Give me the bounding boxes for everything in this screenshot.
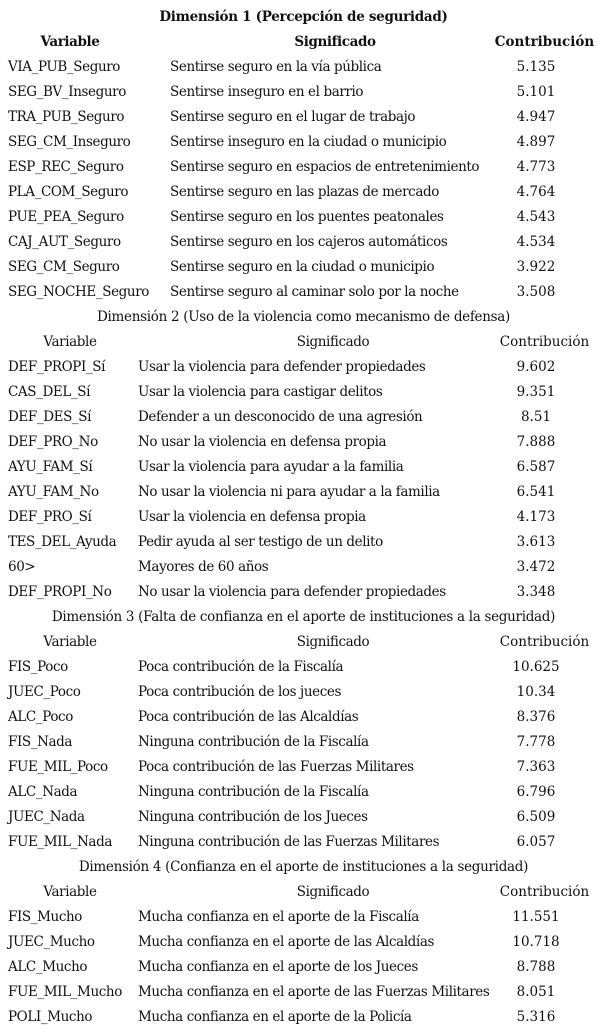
significado-cell: Sentirse seguro en el lugar de trabajo [170, 109, 416, 125]
significado-cell: Ninguna contribución de las Fuerzas Militares [138, 834, 440, 850]
variable-cell: VIA_PUB_Seguro [8, 59, 121, 75]
significado-cell: Mucha confianza en el aporte de las Alcaldías [138, 934, 434, 950]
table-row [0, 130, 607, 155]
table-row [0, 705, 607, 730]
variable-cell: SEG_CM_Seguro [8, 259, 120, 275]
table-row [0, 80, 607, 105]
table-row [0, 1005, 607, 1030]
table-row [0, 730, 607, 755]
significado-cell: Poca contribución de la Fiscalía [138, 659, 344, 675]
header-contribucion: Contribución [499, 884, 590, 900]
dimension-2-section [0, 305, 607, 605]
contribucion-cell: 3.348 [516, 584, 556, 600]
contribucion-cell: 5.316 [516, 1009, 556, 1025]
significado-cell: No usar la violencia ni para ayudar a la familia [138, 484, 440, 500]
contribucion-cell: 4.947 [516, 109, 556, 125]
table-row [0, 980, 607, 1005]
table-row [0, 955, 607, 980]
header-contribucion: Contribución [499, 634, 590, 650]
table-row [0, 555, 607, 580]
contribucion-cell: 4.897 [516, 134, 556, 150]
variable-cell: TES_DEL_Ayuda [8, 534, 117, 550]
header-contribucion: Contribución [499, 334, 590, 350]
contribucion-cell: 3.472 [516, 559, 556, 575]
significado-cell: Sentirse inseguro en la ciudad o municipio [170, 134, 447, 150]
variable-cell: FUE_MIL_Poco [8, 759, 108, 775]
variable-cell: FIS_Nada [8, 734, 73, 750]
variable-cell: PUE_PEA_Seguro [8, 209, 124, 225]
header-variable: Variable [43, 884, 97, 900]
contribucion-cell: 6.541 [516, 484, 556, 500]
variable-cell: DEF_DES_Sí [8, 409, 92, 425]
variable-cell: POLI_Mucho [8, 1009, 93, 1025]
contribucion-cell: 7.778 [516, 734, 556, 750]
contribucion-cell: 6.587 [516, 459, 556, 475]
contribucion-cell: 5.101 [516, 84, 556, 100]
dimension-title: Dimensión 2 (Uso de la violencia como mecanismo de defensa) [97, 309, 510, 325]
significado-cell: Mucha confianza en el aporte de la Policía [138, 1009, 412, 1025]
significado-cell: Ninguna contribución de los Jueces [138, 809, 368, 825]
significado-cell: Poca contribución de las Alcaldías [138, 709, 359, 725]
contribucion-cell: 10.34 [516, 684, 556, 700]
contribucion-cell: 4.773 [516, 159, 556, 175]
dimension-4-section [0, 855, 607, 1030]
variable-cell: TRA_PUB_Seguro [8, 109, 125, 125]
header-variable: Variable [43, 634, 97, 650]
table-row [0, 580, 607, 605]
variable-cell: SEG_BV_Inseguro [8, 84, 126, 100]
significado-cell: Poca contribución de los jueces [138, 684, 342, 700]
variable-cell: 60> [8, 559, 36, 575]
table-row [0, 105, 607, 130]
header-significado: Significado [296, 884, 370, 900]
significado-cell: Mucha confianza en el aporte de los Jueces [138, 959, 418, 975]
significado-cell: Defender a un desconocido de una agresión [138, 409, 423, 425]
contribucion-cell: 8.376 [516, 709, 556, 725]
header-significado: Significado [294, 34, 376, 50]
header-variable: Variable [43, 334, 97, 350]
table-row [0, 405, 607, 430]
significado-cell: Sentirse seguro al caminar solo por la noche [170, 284, 459, 300]
variable-cell: AYU_FAM_Sí [8, 459, 93, 475]
significado-cell: Mayores de 60 años [138, 559, 269, 575]
contribucion-cell: 4.543 [516, 209, 556, 225]
contribucion-cell: 9.602 [516, 359, 556, 375]
dimension-3-section [0, 605, 607, 855]
significado-cell: No usar la violencia en defensa propia [138, 434, 387, 450]
table-header-row [0, 630, 607, 655]
contribucion-cell: 3.922 [516, 259, 556, 275]
contribucion-cell: 8.788 [516, 959, 556, 975]
contribucion-cell: 6.509 [516, 809, 556, 825]
contribucion-cell: 9.351 [516, 384, 556, 400]
variable-cell: AYU_FAM_No [8, 484, 99, 500]
header-variable: Variable [40, 34, 100, 50]
dimension-1-section [0, 5, 607, 305]
table-row [0, 780, 607, 805]
table-row [0, 430, 607, 455]
variable-cell: FUE_MIL_Mucho [8, 984, 122, 1000]
significado-cell: Pedir ayuda al ser testigo de un delito [138, 534, 383, 550]
table-row [0, 205, 607, 230]
significado-cell: Mucha confianza en el aporte de la Fiscalía [138, 909, 419, 925]
contribucion-cell: 4.764 [516, 184, 556, 200]
dimension-title: Dimensión 1 (Percepción de seguridad) [159, 9, 448, 25]
variable-cell: FIS_Poco [8, 659, 68, 675]
contribucion-cell: 8.051 [516, 984, 556, 1000]
contribucion-cell: 7.888 [516, 434, 556, 450]
variable-cell: JUEC_Poco [8, 684, 81, 700]
variable-cell: DEF_PROPI_No [8, 584, 112, 600]
header-contribucion: Contribución [494, 34, 595, 50]
significado-cell: Usar la violencia para castigar delitos [138, 384, 383, 400]
significado-cell: Usar la violencia en defensa propia [138, 509, 366, 525]
variable-cell: SEG_NOCHE_Seguro [8, 284, 149, 300]
variable-cell: JUEC_Mucho [8, 934, 95, 950]
variable-cell: ALC_Poco [8, 709, 73, 725]
variable-cell: ALC_Mucho [8, 959, 88, 975]
table-row [0, 380, 607, 405]
variable-cell: CAS_DEL_Sí [8, 384, 91, 400]
table-row [0, 255, 607, 280]
variable-cell: FUE_MIL_Nada [8, 834, 112, 850]
significado-cell: Sentirse seguro en espacios de entretenimiento [170, 159, 480, 175]
variable-cell: DEF_PRO_Sí [8, 509, 92, 525]
contribucion-cell: 7.363 [516, 759, 556, 775]
variable-cell: SEG_CM_Inseguro [8, 134, 131, 150]
table-header-row [0, 330, 607, 355]
significado-cell: Sentirse seguro en la ciudad o municipio [170, 259, 435, 275]
variable-cell: DEF_PRO_No [8, 434, 98, 450]
table-row [0, 280, 607, 305]
table-row [0, 230, 607, 255]
table-row [0, 480, 607, 505]
contribucion-cell: 4.534 [516, 234, 556, 250]
significado-cell: Usar la violencia para defender propiedades [138, 359, 426, 375]
significado-cell: Sentirse inseguro en el barrio [170, 84, 364, 100]
contribucion-cell: 10.718 [512, 934, 560, 950]
variable-cell: JUEC_Nada [8, 809, 85, 825]
significado-cell: Usar la violencia para ayudar a la familia [138, 459, 404, 475]
table-row [0, 155, 607, 180]
contribucion-cell: 4.173 [516, 509, 556, 525]
table-row [0, 755, 607, 780]
variable-cell: FIS_Mucho [8, 909, 82, 925]
significado-cell: Sentirse seguro en los puentes peatonales [170, 209, 444, 225]
significado-cell: Sentirse seguro en los cajeros automáticos [170, 234, 448, 250]
significado-cell: Mucha confianza en el aporte de las Fuerzas Militares [138, 984, 490, 1000]
table-row [0, 680, 607, 705]
contribucion-cell: 6.796 [516, 784, 556, 800]
contribucion-cell: 11.551 [512, 909, 560, 925]
contribucion-cell: 10.625 [512, 659, 560, 675]
variable-cell: CAJ_AUT_Seguro [8, 234, 121, 250]
table-header-row [0, 30, 607, 55]
contribucion-cell: 8.51 [520, 409, 552, 425]
significado-cell: Poca contribución de las Fuerzas Militares [138, 759, 414, 775]
table-row [0, 805, 607, 830]
contribucion-cell: 6.057 [516, 834, 556, 850]
variable-cell: DEF_PROPI_Sí [8, 359, 106, 375]
table-row [0, 455, 607, 480]
significado-cell: Ninguna contribución de la Fiscalía [138, 734, 369, 750]
contribucion-cell: 3.613 [516, 534, 556, 550]
header-significado: Significado [296, 634, 370, 650]
significado-cell: Ninguna contribución de la Fiscalía [138, 784, 369, 800]
dimension-title: Dimensión 4 (Confianza en el aporte de instituciones a la seguridad) [78, 859, 529, 875]
table-row [0, 655, 607, 680]
table-row [0, 830, 607, 855]
table-row [0, 530, 607, 555]
table-row [0, 180, 607, 205]
significado-cell: Sentirse seguro en la vía pública [170, 59, 382, 75]
table-row [0, 930, 607, 955]
table-row [0, 355, 607, 380]
table-row [0, 505, 607, 530]
variable-cell: ALC_Nada [8, 784, 78, 800]
table-row [0, 55, 607, 80]
dimension-title: Dimensión 3 (Falta de confianza en el aporte de instituciones a la seguridad) [51, 609, 556, 625]
variable-cell: PLA_COM_Seguro [8, 184, 129, 200]
significado-cell: Sentirse seguro en las plazas de mercado [170, 184, 439, 200]
header-significado: Significado [296, 334, 370, 350]
table-row [0, 905, 607, 930]
contribucion-cell: 3.508 [516, 284, 556, 300]
variable-cell: ESP_REC_Seguro [8, 159, 124, 175]
significado-cell: No usar la violencia para defender propiedades [138, 584, 446, 600]
table-header-row [0, 880, 607, 905]
contribucion-cell: 5.135 [516, 59, 556, 75]
